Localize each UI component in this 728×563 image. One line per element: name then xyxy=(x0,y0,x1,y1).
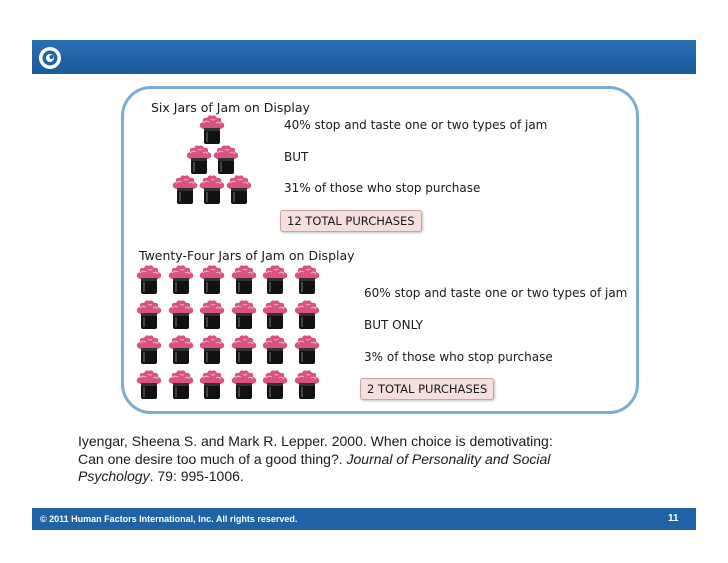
jam-jar-icon xyxy=(186,144,212,176)
jam-jar-icon xyxy=(294,299,320,331)
section2-stat-taste: 60% stop and taste one or two types of jam xyxy=(364,286,628,300)
citation xyxy=(78,433,638,486)
page-number: 11 xyxy=(668,513,679,524)
jam-jar-icon xyxy=(168,369,194,401)
header-bar xyxy=(32,40,696,74)
section2-title: Twenty-Four Jars of Jam on Display xyxy=(139,248,355,263)
section1-result-badge: 12 TOTAL PURCHASES xyxy=(280,210,422,232)
section1-connector: BUT xyxy=(284,150,309,164)
jam-jar-icon xyxy=(199,299,225,331)
jam-jar-icon xyxy=(231,264,257,296)
citation-line-1: Iyengar, Sheena S. and Mark R. Lepper. 2000. When choice is demotivating: xyxy=(78,433,553,449)
jam-jar-icon xyxy=(213,144,239,176)
jam-jar-icon xyxy=(231,369,257,401)
jam-jar-icon xyxy=(294,334,320,366)
section1-title: Six Jars of Jam on Display xyxy=(151,100,310,115)
citation-line-2-italic: Journal of Personality and Social xyxy=(346,450,551,467)
jam-jar-icon xyxy=(199,264,225,296)
section2-result-badge: 2 TOTAL PURCHASES xyxy=(360,378,494,400)
jam-jar-icon xyxy=(231,334,257,366)
jam-jar-icon xyxy=(262,264,288,296)
jam-jar-icon xyxy=(172,174,198,206)
jam-jar-icon xyxy=(199,174,225,206)
jam-jar-icon xyxy=(168,334,194,366)
jam-jar-icon xyxy=(136,334,162,366)
jam-jar-icon xyxy=(136,264,162,296)
jam-jar-icon xyxy=(199,369,225,401)
citation-line-2 xyxy=(78,451,638,469)
jam-jar-icon xyxy=(136,369,162,401)
jam-jar-icon xyxy=(262,299,288,331)
section1-stat-purchase: 31% of those who stop purchase xyxy=(284,181,481,195)
footer-copyright: © 2011 Human Factors International, Inc. All rights reserved. xyxy=(40,514,298,524)
citation-line-3 xyxy=(78,468,638,486)
jam-jar-icon xyxy=(262,369,288,401)
citation-line-2-plain: Can one desire too much of a good thing?. xyxy=(78,450,347,467)
jam-jar-icon xyxy=(294,369,320,401)
jam-jar-icon xyxy=(262,334,288,366)
jam-jar-icon xyxy=(168,299,194,331)
jam-jar-icon xyxy=(231,299,257,331)
jam-jar-icon xyxy=(294,264,320,296)
jam-jar-icon xyxy=(226,174,252,206)
section2-connector: BUT ONLY xyxy=(364,318,424,332)
jam-jar-icon xyxy=(168,264,194,296)
jam-jar-icon xyxy=(199,114,225,146)
section1-stat-taste: 40% stop and taste one or two types of jam xyxy=(284,118,548,132)
jam-jar-icon xyxy=(199,334,225,366)
section2-stat-purchase: 3% of those who stop purchase xyxy=(364,350,553,364)
hfi-logo-icon xyxy=(38,46,62,70)
jam-jar-icon xyxy=(136,299,162,331)
citation-line-3-italic: Psychology xyxy=(78,468,150,484)
citation-line-3-plain: . 79: 995-1006. xyxy=(149,468,244,484)
